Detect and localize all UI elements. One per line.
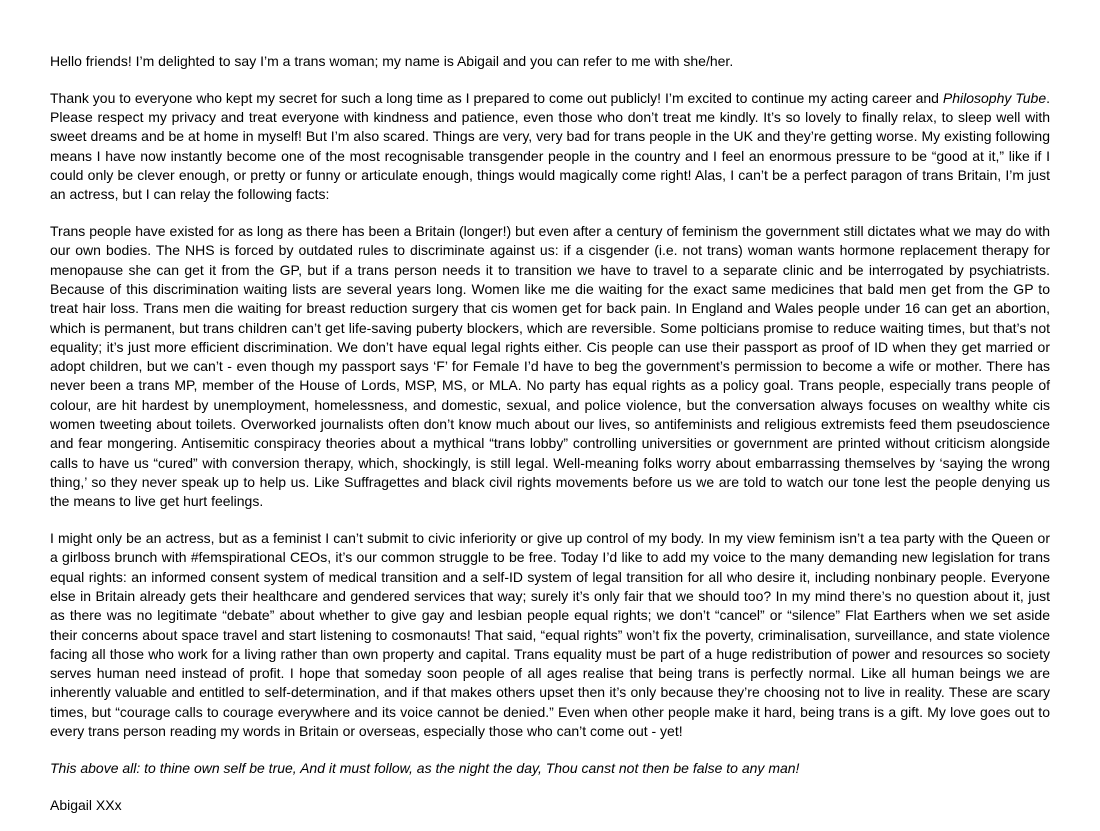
text-run: Thank you to everyone who kept my secret for such a long time as I prepared to come out publicly! I’m excited to continue my acting career and <box>50 89 943 106</box>
italic-text-run: Philosophy Tube <box>942 89 1047 106</box>
paragraph-signature <box>50 796 1050 815</box>
text-run: Hello friends! I’m delighted to say I’m a trans woman; my name is Abigail and you can refer to me with she/her. <box>50 53 734 69</box>
text-run: I might only be an actress, but as a feminist I can’t submit to civic inferiority or give up control of my body. In my view feminism isn’t a tea party with the Queen or a girlboss brunch with #femspirational CEOs, it’s our common struggle to be free. Today I’d like to add my voice to the many demanding new legislation for trans equal rights: an informed consent system of medical transition and a self-ID system of legal transition for all who desire it, including nonbinary people. Everyone else in Britain already gets their healthcare and gendered services that way; surely it’s only fair that we should too? In my mind there’s no question about it, just as there was no legitimate “debate” about whether to give gay and lesbian people equal rights; we don’t “cancel” or “silence” Flat Earthers when we set aside their concerns about space travel and start listening to cosmonauts! That said, “equal rights” won’t fix the poverty, criminalisation, surveillance, and state violence facing all those who work for a living rather than own property and capital. Trans equality must be part of a huge redistribution of power and resources so society serves human need instead of profit. I hope that someday soon people of all ages realise that being trans is perfectly normal. Like all human beings we are inherently valuable and entitled to self-determination, and if that makes others upset then it’s only because they’re choosing not to live in reality. These are scary times, but “courage calls to courage everywhere and its voice cannot be denied.” Even when other people make it hard, being trans is a gift. My love goes out to every trans person reading my words in Britain or overseas, especially those who can’t come out - yet! <box>50 530 1050 739</box>
paragraph-coming-out <box>50 89 1050 205</box>
letter-body <box>50 52 1050 815</box>
paragraph-greeting <box>50 52 1050 71</box>
paragraph-shakespeare-quote <box>50 759 1050 778</box>
paragraph-facts <box>50 222 1050 511</box>
italic-text-run: This above all: to thine own self be true, And it must follow, as the night the day, Thou canst not then be false to any man! <box>50 759 800 776</box>
text-run: . Please respect my privacy and treat everyone with kindness and patience, even those who don’t treat me kindly. It’s so lovely to finally relax, to sleep well with sweet dreams and be at home in myself! But I’m also scared. Things are very, very bad for trans people in the UK and they’re getting worse. My existing following means I have now instantly become one of the most recognisable transgender people in the country and I feel an enormous pressure to be “good at it,” like if I could only be clever enough, or pretty or funny or articulate enough, things would magically come right! Alas, I can’t be a perfect paragon of trans Britain, I’m just an actress, but I can relay the following facts: <box>50 89 1051 203</box>
text-run: Abigail XXx <box>50 796 122 813</box>
paragraph-feminism <box>50 529 1050 741</box>
text-run: Trans people have existed for as long as there has been a Britain (longer!) but even after a century of feminism the government still dictates what we may do with our own bodies. The NHS is forced by outdated rules to discriminate against us: if a cisgender (i.e. not trans) woman wants hormone replacement therapy for menopause she can get it from the GP, but if a trans person needs it to transition we have to travel to a separate clinic and be interrogated by psychiatrists. Because of this discrimination waiting lists are several years long. Women like me die waiting for the exact same medicines that bald men get from the GP to treat hair loss. Trans men die waiting for breast reduction surgery that cis women get for back pain. In England and Wales people under 16 can get an abortion, which is permanent, but trans children can’t get life-saving puberty blockers, which are reversible. Some polticians promise to reduce waiting times, but that’s not equality; it’s just more efficient discrimination. We don’t have equal legal rights either. Cis people can use their passport as proof of ID when they get married or adopt children, but we can’t - even though my passport says ‘F’ for Female I’d have to beg the government’s permission to become a wife or mother. There has never been a trans MP, member of the House of Lords, MSP, MS, or MLA. No party has equal rights as a policy goal. Trans people, especially trans people of colour, are hit hardest by unemployment, homelessness, and domestic, sexual, and police violence, but the conversation always focuses on wealthy white cis women tweeting about toilets. Overworked journalists often don’t know much about our lives, so antifeminists and religious extremists feed them pseudoscience and fear mongering. Antisemitic conspiracy theories about a mythical “trans lobby” controlling universities or government are printed without criticism alongside calls to have us “cured” with conversion therapy, which, shockingly, is still legal. Well-meaning folks worry about embarrassing themselves by ‘saying the wrong thing,’ so they never speak up to help us. Like Suffragettes and black civil rights movements before us we are told to watch our tone lest the people denying us the means to live get hurt feelings. <box>50 223 1050 510</box>
